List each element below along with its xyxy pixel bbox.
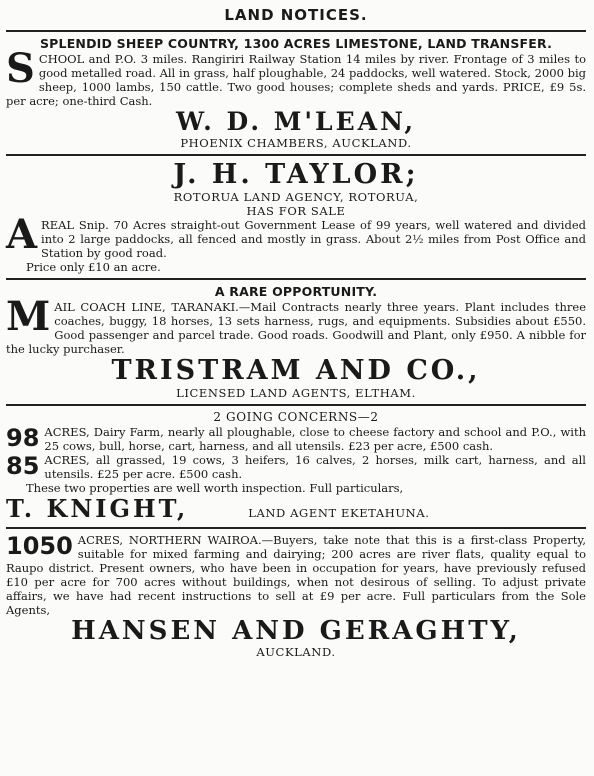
- property-text: ACRES, Dairy Farm, nearly all ploughable, close to cheese factory and school and P.O., with 25 cows, bull, horse, cart, harness, and all utensils. £23 per acre, £500 cash.: [44, 425, 586, 453]
- agent-name: TRISTRAM AND CO.,: [111, 355, 481, 386]
- divider: [6, 278, 586, 280]
- agent-address: PHOENIX CHAMBERS, AUCKLAND.: [180, 136, 412, 150]
- property-item: [6, 425, 586, 453]
- drop-cap: A: [6, 211, 38, 258]
- ad-knight: [6, 410, 586, 523]
- ad-mclean: [6, 36, 586, 150]
- ad-body: [6, 45, 586, 108]
- acre-number: 98: [6, 424, 40, 452]
- acre-number: 85: [6, 452, 40, 480]
- ad-body-text: REAL Snip. 70 Acres straight-out Government Lease of 99 years, well watered and divided into 2 large paddocks, all fenced and mostly in grass. About 2½ miles from Post Office and Station by good road.: [41, 218, 586, 260]
- ad-heading: A RARE OPPORTUNITY.: [214, 284, 378, 299]
- agent-address: LAND AGENT EKETAHUNA.: [248, 506, 430, 520]
- ad-heading: 2 GOING CONCERNS—2: [213, 410, 379, 424]
- property-item: [6, 453, 586, 481]
- ad-body: [6, 533, 586, 617]
- for-sale-label: HAS FOR SALE: [246, 204, 346, 218]
- drop-cap: M: [6, 293, 51, 340]
- agent-address: LICENSED LAND AGENTS, ELTHAM.: [176, 386, 416, 400]
- ad-heading: SPLENDID SHEEP COUNTRY, 1300 ACRES LIMESTONE, LAND TRANSFER.: [39, 36, 553, 51]
- ad-body-text: CHOOL and P.O. 3 miles. Rangiriri Railway Station 14 miles by river. Frontage of 3 miles to good metalled road. All in grass, half ploughable, 24 paddocks, well watered. Stock, 2000 big sheep, 1000 lambs, 150 cattle. Two good houses; complete sheds and yards. PRICE, £9 5s. per acre; one-third Cash.: [6, 52, 586, 108]
- agent-address: AUCKLAND.: [256, 645, 336, 659]
- ad-body: [6, 293, 586, 356]
- ad-body-text: AIL COACH LINE, TARANAKI.—Mail Contracts nearly three years. Plant includes three coaches, buggy, 18 horses, 13 sets harness, rugs, and equipments. Subsidies about £550. Good passenger and parcel trade. Good roads. Goodwill and Plant, only £950. A nibble for the lucky purchaser.: [6, 300, 586, 356]
- property-text: ACRES, all grassed, 19 cows, 3 heifers, 16 calves, 2 horses, milk cart, harness, and all utensils. £25 per acre. £500 cash.: [44, 453, 586, 481]
- ad-hansen: [6, 533, 586, 659]
- agent-line: [6, 495, 586, 523]
- ad-taylor: [6, 160, 586, 274]
- drop-cap: S: [6, 45, 35, 92]
- ad-tristram: [6, 284, 586, 400]
- agent-name: HANSEN AND GERAGHTY,: [71, 616, 521, 646]
- ad-note: These two properties are well worth inspection. Full particulars,: [26, 481, 404, 495]
- ad-body-text: ACRES, NORTHERN WAIROA.—Buyers, take note that this is a first-class Property, suitable for mixed farming and dairying; 200 acres are river flats, quality equal to Raupo district. Present owners, who have been in occupation for years, have previously refused £10 per acre for 700 acres without buildings, when not desirous of selling. To adjust private affairs, we have had recent instructions to sell at £9 per acre. Full particulars from the Sole Agents,: [6, 533, 586, 617]
- agent-name: T. KNIGHT,: [6, 494, 189, 523]
- divider: [6, 30, 586, 32]
- agent-name: W. D. M'LEAN,: [175, 107, 417, 136]
- masthead-title: LAND NOTICES.: [224, 6, 368, 24]
- agent-name: J. H. TAYLOR;: [173, 159, 419, 190]
- ad-price: Price only £10 an acre.: [26, 260, 161, 274]
- divider: [6, 154, 586, 156]
- divider: [6, 527, 586, 529]
- divider: [6, 404, 586, 406]
- agency-name: ROTORUA LAND AGENCY, ROTORUA,: [173, 190, 419, 204]
- acre-number: 1050: [6, 532, 73, 560]
